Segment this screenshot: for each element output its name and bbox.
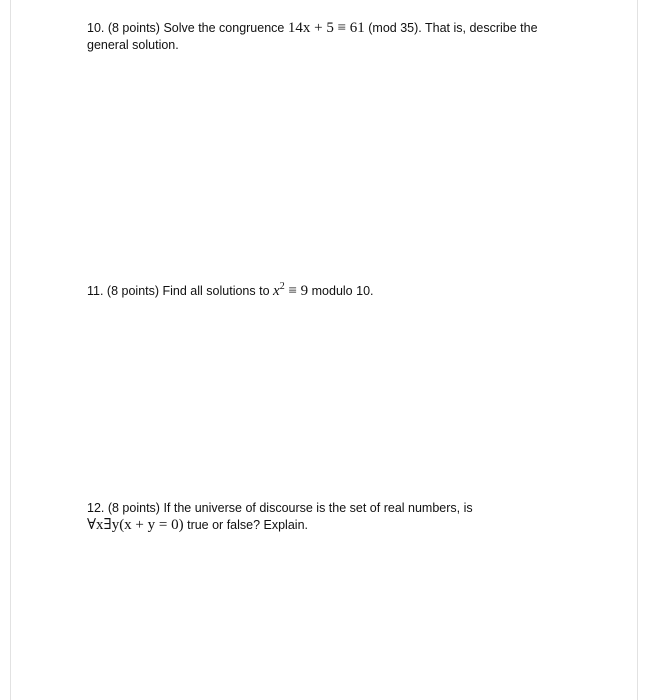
problem-11-label: 11. (8 points) — [87, 284, 160, 298]
problem-11 — [87, 283, 567, 300]
problem-11-equation — [273, 283, 308, 299]
problem-12-statement: ∀x∃y(x + y = 0) — [87, 517, 184, 533]
problem-10-text-before: Solve the congruence — [163, 21, 285, 35]
problem-10 — [87, 20, 567, 54]
problem-12 — [87, 500, 567, 534]
problem-10-label: 10. (8 points) — [87, 21, 160, 35]
problem-12-label: 12. (8 points) — [87, 501, 160, 515]
exam-page — [10, 0, 638, 700]
problem-11-text-after: modulo 10. — [311, 284, 374, 298]
problem-10-congruence: 14x + 5 ≡ 61 — [287, 20, 365, 36]
problem-11-equation-rest: ≡ 9 — [288, 283, 309, 299]
problem-11-exponent: 2 — [279, 281, 285, 292]
problem-11-variable: x — [273, 283, 280, 299]
problem-12-text-after: true or false? Explain. — [187, 518, 308, 532]
problem-11-text-before: Find all solutions to — [162, 284, 270, 298]
problem-12-text-before: If the universe of discourse is the set of real numbers, is — [163, 501, 473, 515]
problem-10-text-after: (mod 35). That is, describe the general solution. — [87, 21, 538, 52]
